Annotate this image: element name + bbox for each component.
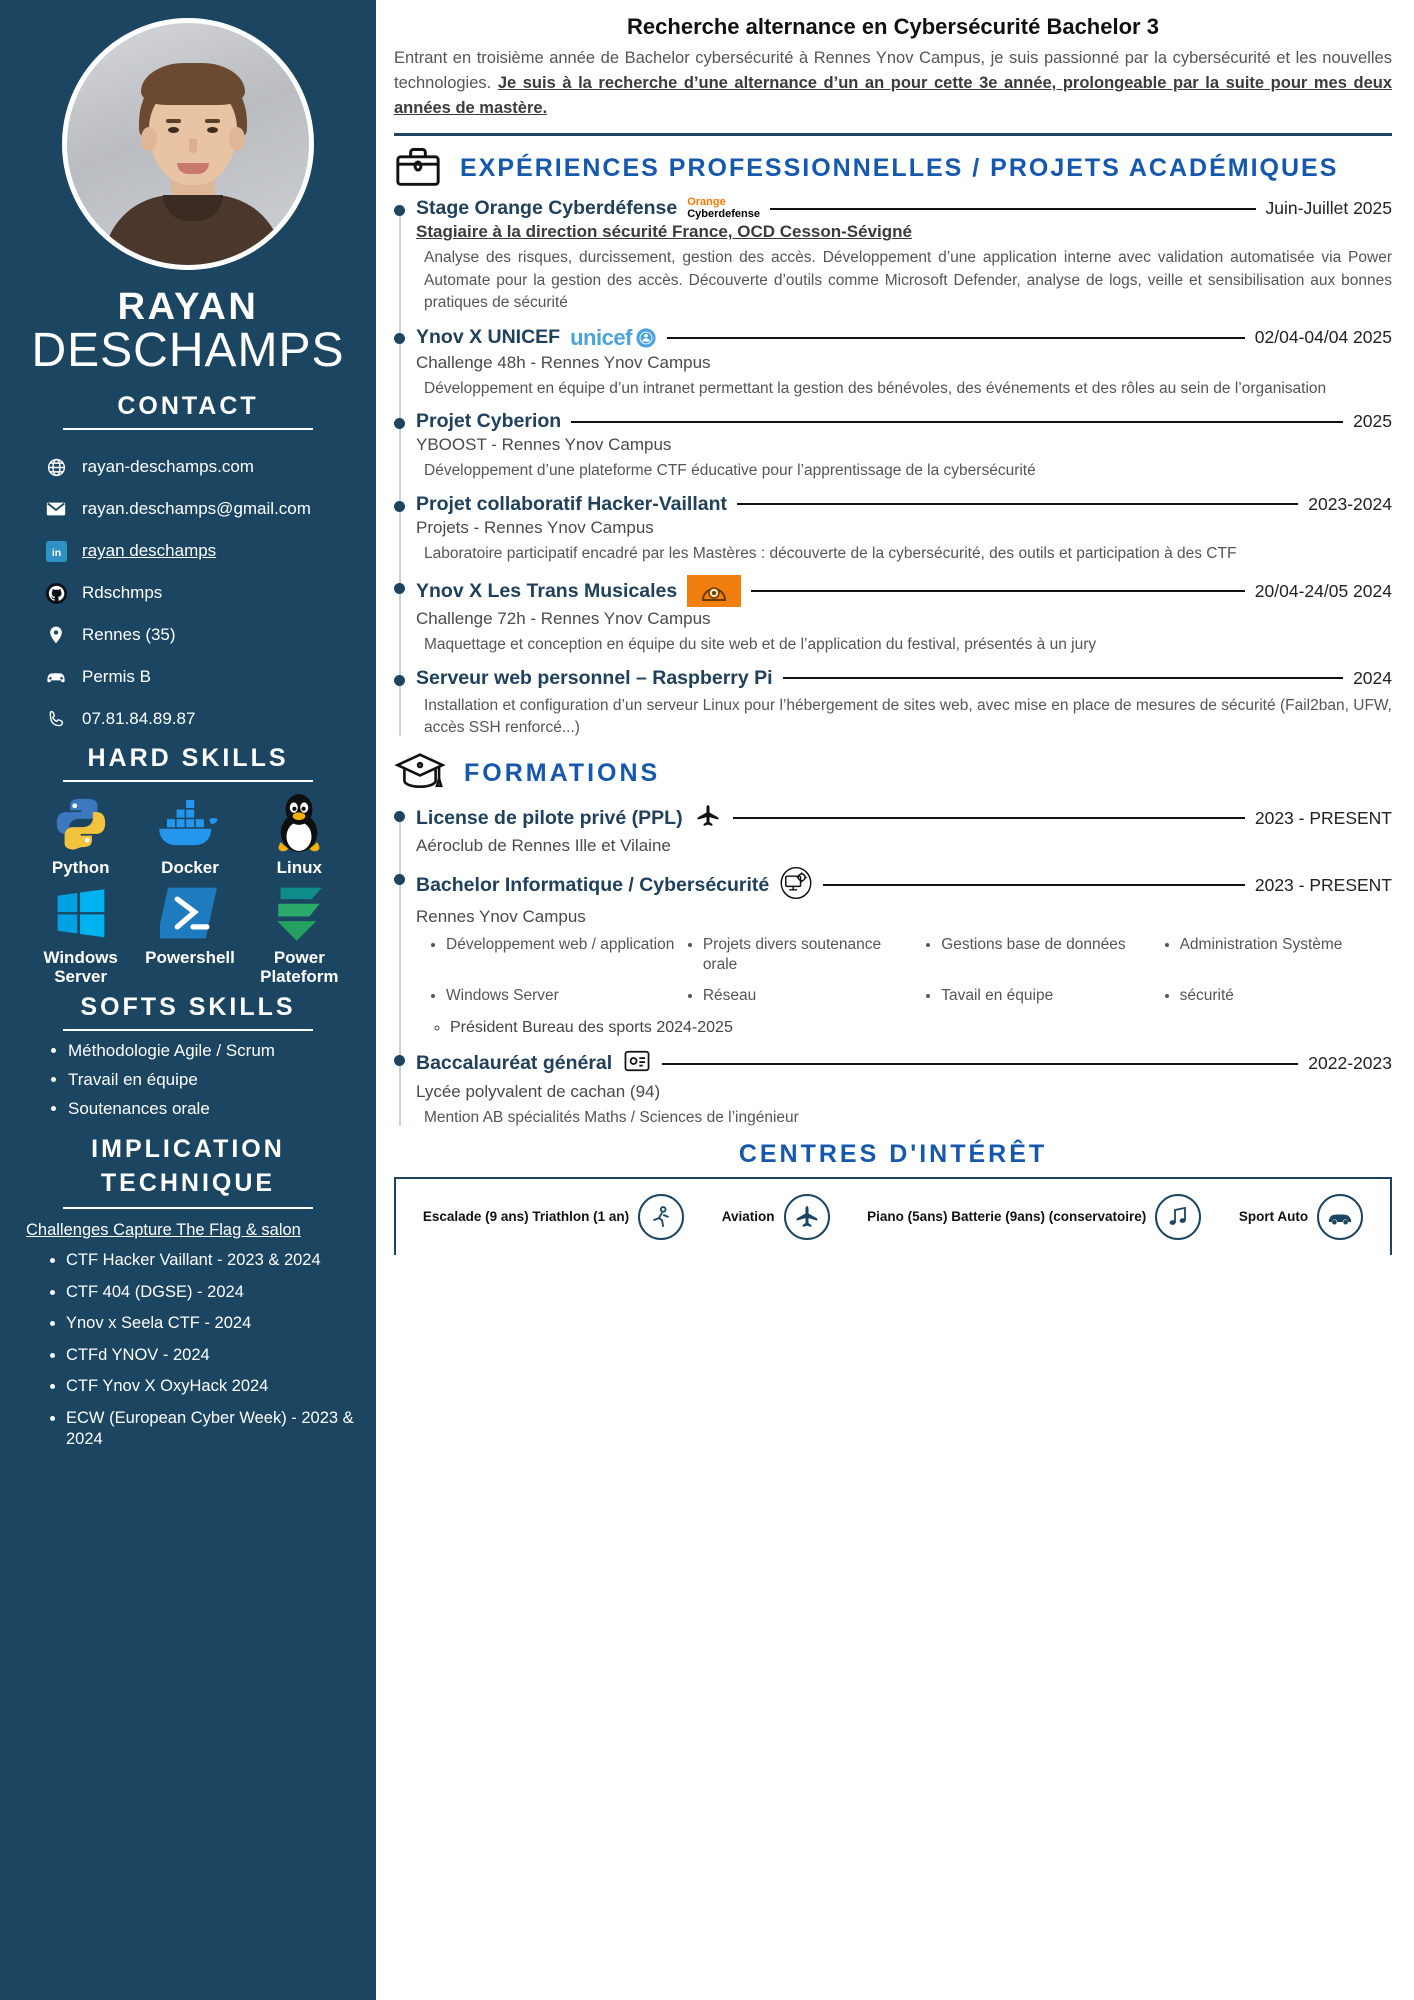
entry-rule [667, 337, 1245, 339]
experience-entry [416, 493, 1392, 565]
contact-github-text: Rdschmps [82, 583, 163, 603]
implication-heading: IMPLICATION TECHNIQUE [91, 1134, 285, 1197]
skill-docker [135, 792, 244, 878]
entry-date: 2025 [1353, 411, 1392, 432]
entry-description: Laboratoire participatif encadré par les Mastères : découverte de la cybersécurité, des outils et participation à des CTF [424, 544, 1237, 562]
entry-title: Ynov X Les Trans Musicales [416, 579, 678, 602]
entry-description: Mention AB spécialités Maths / Sciences de l’ingénieur [424, 1109, 799, 1127]
hard-skills-heading: HARD SKILLS [87, 744, 289, 773]
list-item: • CTF 404 (DGSE) - 2024 [66, 1282, 376, 1303]
course-item: • Administration Système [1180, 935, 1392, 977]
entry-title: Serveur web personnel – Raspberry Pi [416, 666, 773, 689]
interest-label: Aviation [721, 1208, 775, 1224]
interest-climbing [423, 1194, 684, 1240]
list-item: ◦ Président Bureau des sports 2024-2025 [450, 1019, 1392, 1037]
list-item: • ECW (European Cyber Week) - 2023 & 2024 [66, 1408, 376, 1451]
contact-license-text: Permis B [82, 667, 151, 687]
entry-title: Ynov X UNICEF [416, 326, 561, 349]
interests-bar [394, 1177, 1392, 1255]
briefcase-icon [394, 144, 442, 193]
page-title: Recherche alternance en Cybersécurité Bachelor 3 [627, 14, 1159, 39]
entry-subtitle: Challenge 72h - Rennes Ynov Campus [416, 609, 711, 629]
experience-section-header [394, 144, 1392, 193]
entry-date: 02/04-04/04 2025 [1254, 327, 1392, 348]
entry-description: Développement en équipe d’un intranet permettant la gestion des bénévoles, des événements et des rôles au sein de l’organisation [424, 379, 1327, 397]
entry-subtitle: Lycée polyvalent de cachan (94) [416, 1082, 661, 1102]
experience-entry [416, 197, 1392, 315]
music-note-icon [1155, 1194, 1201, 1240]
skill-windows-label: Windows Server [43, 947, 118, 987]
skill-python [26, 792, 135, 878]
unicef-logo: unicef [570, 325, 657, 351]
entry-description: Maquettage et conception en équipe du site web et de l’application du festival, présentés à un jury [424, 636, 1097, 654]
hard-skills-divider [63, 780, 313, 782]
car-icon [1317, 1194, 1363, 1240]
formations-timeline [394, 803, 1392, 1130]
course-item: • Développement web / application [446, 935, 677, 977]
skill-power-platform-label: Power Plateform [260, 947, 339, 987]
interest-motorsport [1239, 1194, 1363, 1240]
entry-title: Baccalauréat général [416, 1052, 613, 1075]
header-divider [394, 133, 1392, 136]
contact-phone-text: 07.81.84.89.87 [82, 709, 196, 729]
svg-text:in: in [51, 546, 61, 559]
skill-windows-server [26, 882, 135, 987]
docker-icon [157, 792, 223, 854]
orange-cyberdefense-logo: Orange Cyberdefense [687, 196, 760, 220]
entry-title: Projet Cyberion [416, 410, 562, 433]
entry-date: Juin-Juillet 2025 [1265, 198, 1392, 219]
entry-title: Bachelor Informatique / Cybersécurité [416, 873, 770, 896]
entry-date: 2022-2023 [1308, 1053, 1392, 1074]
experience-entry [416, 325, 1392, 400]
entry-subtitle: Stagiaire à la direction sécurité France, OCD Cesson-Sévigné [416, 222, 913, 242]
list-item: • CTFd YNOV - 2024 [66, 1345, 376, 1366]
contact-website-text: rayan-deschamps.com [82, 457, 254, 477]
list-item: • Méthodologie Agile / Scrum [68, 1041, 376, 1061]
contact-item-phone[interactable] [44, 698, 376, 740]
entry-title: License de pilote privé (PPL) [416, 806, 683, 829]
contact-item-license [44, 656, 376, 698]
contact-email-text: rayan.deschamps@gmail.com [82, 499, 311, 519]
entry-rule [737, 503, 1298, 505]
power-platform-icon [271, 882, 327, 944]
entry-description: Installation et configuration d’un serveur Linux pour l’hébergement de sites web, avec mise en place de mesures de sécurité (Fail2ban, UFW, accès SSH renforcé...) [424, 696, 1392, 737]
hard-skills-grid [26, 792, 354, 987]
experience-entry [416, 410, 1392, 482]
course-item: • Projets divers soutenance orale [703, 935, 915, 977]
interest-label: Escalade (9 ans) Triathlon (1 an) [422, 1208, 630, 1224]
list-item: • Soutenances orale [68, 1099, 376, 1119]
car-icon [44, 668, 68, 686]
formation-entry [416, 1047, 1392, 1129]
entry-description: Analyse des risques, durcissement, gestion des accès. Développement d’une application interne avec validation automatisée via Power Automate pour la gestion des accès. Découverte d’outils comme Microsoft Defender, analyse de logs, veille et sensibilisation aux bonnes pratiques de sécurité [424, 249, 1392, 312]
president-list [450, 1019, 1392, 1037]
entry-subtitle: Challenge 48h - Rennes Ynov Campus [416, 352, 711, 372]
experience-entry [416, 667, 1392, 740]
windows-icon [52, 882, 110, 944]
entry-date: 2023 - PRESENT [1254, 807, 1392, 828]
skill-powershell-label: Powershell [145, 947, 235, 967]
airplane-icon [784, 1194, 830, 1240]
soft-skills-heading: SOFTS SKILLS [80, 992, 296, 1021]
contact-linkedin-text: rayan deschamps [82, 541, 217, 561]
entry-rule [571, 421, 1343, 423]
computer-gear-icon [779, 866, 813, 905]
entry-rule [823, 884, 1245, 886]
skill-docker-label: Docker [161, 858, 219, 878]
contact-item-email[interactable] [44, 488, 376, 530]
first-name: RAYAN [117, 286, 259, 328]
contact-divider [63, 428, 313, 430]
contact-heading: CONTACT [117, 392, 259, 421]
skill-linux-label: Linux [276, 858, 322, 878]
climbing-icon [638, 1194, 684, 1240]
github-icon [44, 582, 68, 605]
summary-highlight: Je suis à la recherche d’une alternance d’un an pour cette 3e année, prolongeable par la suite pour mes deux années de mastère. [394, 74, 1392, 118]
interest-label: Piano (5ans) Batterie (9ans) (conservatoire) [867, 1208, 1147, 1224]
location-pin-icon [44, 624, 68, 646]
graduation-cap-icon [394, 750, 446, 799]
contact-item-github[interactable] [44, 572, 376, 614]
entry-title: Projet collaboratif Hacker-Vaillant [416, 492, 728, 515]
course-item: • Windows Server [446, 986, 677, 1007]
entry-rule [783, 677, 1344, 679]
linkedin-icon [44, 541, 68, 562]
globe-icon [44, 457, 68, 478]
list-item: • Ynov x Seela CTF - 2024 [66, 1313, 376, 1334]
interest-aviation [722, 1194, 830, 1240]
course-item: • Tavail en équipe [941, 986, 1153, 1007]
contact-list [44, 446, 376, 740]
entry-date: 2024 [1353, 667, 1392, 688]
avatar [62, 18, 314, 270]
list-item: • Travail en équipe [68, 1070, 376, 1090]
formations-section-header [394, 750, 1392, 799]
entry-subtitle: YBOOST - Rennes Ynov Campus [416, 435, 672, 455]
entry-subtitle: Projets - Rennes Ynov Campus [416, 517, 654, 537]
contact-item-website[interactable] [44, 446, 376, 488]
main-content [376, 0, 1414, 2000]
skill-power-platform [245, 882, 354, 987]
implication-subheading: Challenges Capture The Flag & salon [26, 1221, 301, 1240]
entry-subtitle: Rennes Ynov Campus [416, 906, 586, 926]
entry-title: Stage Orange Cyberdéfense [416, 197, 678, 220]
last-name: DESCHAMPS [31, 323, 345, 377]
profile-summary [394, 46, 1392, 121]
linux-tux-icon [274, 792, 324, 854]
airplane-icon [693, 803, 723, 834]
interest-label: Sport Auto [1238, 1208, 1309, 1224]
diploma-icon [622, 1047, 652, 1080]
experience-entry [416, 575, 1392, 656]
entry-description: Développement d’une plateforme CTF éducative pour l’apprentissage de la cybersécurité [424, 462, 1036, 480]
ctf-list [44, 1250, 376, 1450]
python-icon [52, 792, 110, 854]
list-item: • CTF Hacker Vaillant - 2023 & 2024 [66, 1250, 376, 1271]
sidebar [0, 0, 376, 2000]
list-item: • CTF Ynov X OxyHack 2024 [66, 1376, 376, 1397]
contact-item-location [44, 614, 376, 656]
powershell-icon [160, 882, 220, 944]
entry-rule [733, 817, 1245, 819]
course-item: • Réseau [703, 986, 915, 1007]
soft-skills-list [46, 1041, 376, 1119]
entry-rule [662, 1063, 1298, 1065]
entry-date: 2023 - PRESENT [1254, 874, 1392, 895]
skill-powershell [135, 882, 244, 987]
soft-skills-divider [63, 1029, 313, 1031]
entry-subtitle: Aéroclub de Rennes Ille et Vilaine [416, 835, 671, 855]
course-item: • Gestions base de données [941, 935, 1153, 977]
formation-entry [416, 866, 1392, 1038]
skill-python-label: Python [51, 858, 110, 878]
interests-section-title: CENTRES D'INTÉRÊT [738, 1139, 1048, 1168]
implication-divider [63, 1207, 313, 1209]
contact-location-text: Rennes (35) [82, 625, 176, 645]
experience-timeline [394, 197, 1392, 739]
interest-music [867, 1194, 1201, 1240]
entry-date: 20/04-24/05 2024 [1254, 580, 1392, 601]
skill-linux [245, 792, 354, 878]
entry-date: 2023-2024 [1308, 493, 1392, 514]
entry-rule [770, 208, 1256, 210]
contact-item-linkedin[interactable] [44, 530, 376, 572]
courses-grid [416, 935, 1392, 1018]
formations-section-title: FORMATIONS [464, 759, 661, 788]
trans-musicales-logo [687, 575, 741, 607]
experience-section-title: EXPÉRIENCES PROFESSIONNELLES / PROJETS ACADÉMIQUES [460, 153, 1339, 182]
formation-entry [416, 803, 1392, 856]
summary-plain: Entrant en troisième année de Bachelor cybersécurité à Rennes Ynov Campus, je suis passionné par la cybersécurité et les nouvelles technologies. [394, 49, 1392, 93]
entry-rule [751, 590, 1245, 592]
mail-icon [44, 498, 68, 520]
phone-icon [44, 709, 68, 730]
course-item: • sécurité [1180, 986, 1392, 1007]
